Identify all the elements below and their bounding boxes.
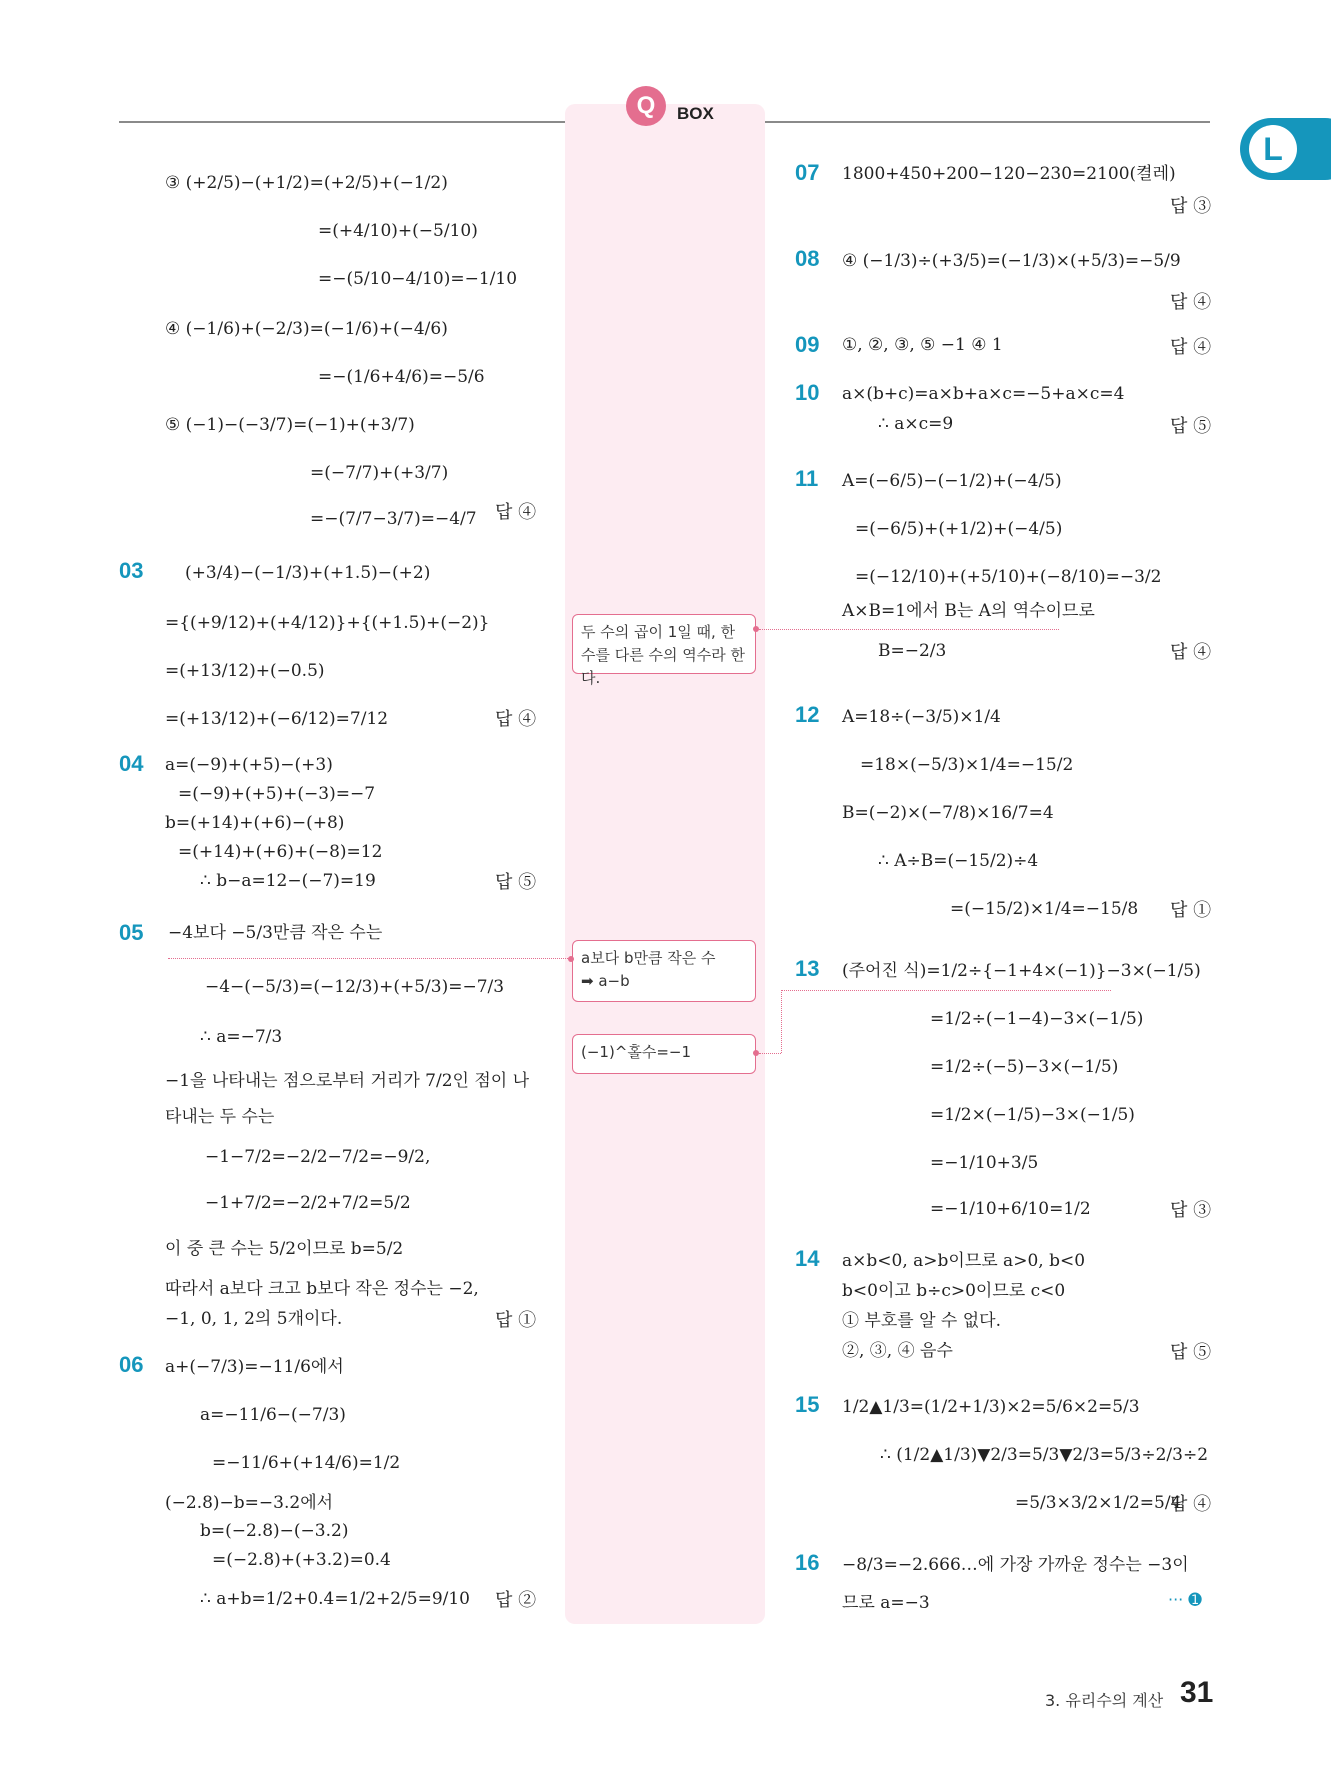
note-subtraction	[572, 940, 756, 1002]
solution-line: ∴ a+b=1/2+0.4=1/2+2/5=9/10	[200, 1589, 470, 1609]
answer-label: 답 ④	[1170, 1494, 1212, 1515]
solution-line: 타내는 두 수는	[165, 1107, 275, 1127]
problem-number: 11	[795, 466, 819, 491]
answer-label: 답 ③	[1170, 196, 1212, 217]
solution-line: A=18÷(−3/5)×1/4	[842, 707, 1001, 727]
solution-line: ∴ A÷B=(−15/2)÷4	[878, 851, 1039, 871]
continue-marker: ··· ➊	[1168, 1590, 1202, 1609]
page-number: 31	[1180, 1676, 1214, 1709]
problem-number: 03	[119, 558, 144, 583]
solution-line: ④ (−1/6)+(−2/3)=(−1/6)+(−4/6)	[165, 319, 448, 339]
solution-line: =(−6/5)+(+1/2)+(−4/5)	[855, 519, 1063, 539]
solution-line: (−2.8)−b=−3.2에서	[165, 1493, 334, 1513]
solution-line: A×B=1에서 B는 A의 역수이므로	[842, 601, 1095, 621]
solution-line: −1+7/2=−2/2+7/2=5/2	[205, 1193, 411, 1213]
solution-line: =18×(−5/3)×1/4=−15/2	[860, 755, 1074, 775]
solution-line: =(+13/12)+(−0.5)	[165, 661, 325, 681]
solution-line: −1을 나타내는 점으로부터 거리가 7/2인 점이 나	[165, 1071, 530, 1091]
solution-line: B=−2/3	[878, 641, 947, 661]
solution-line: a=(−9)+(+5)−(+3)	[165, 755, 333, 775]
problem-number: 07	[795, 160, 820, 185]
header-rule-left	[119, 121, 565, 123]
note-text: ➡ a−b	[581, 972, 630, 990]
problem-number: 08	[795, 246, 820, 271]
solution-line: (+3/4)−(−1/3)+(+1.5)−(+2)	[185, 563, 431, 583]
problem-number: 16	[795, 1550, 820, 1575]
solution-line: =1/2÷(−5)−3×(−1/5)	[930, 1057, 1119, 1077]
solution-line: ∴ a×c=9	[878, 414, 954, 434]
answer-label: 답 ⑤	[495, 872, 537, 893]
solution-line: ②, ③, ④ 음수	[842, 1341, 953, 1361]
solution-line: b=(+14)+(+6)−(+8)	[165, 813, 345, 833]
solution-line: −4−(−5/3)=(−12/3)+(+5/3)=−7/3	[205, 977, 505, 997]
solution-line: ③ (+2/5)−(+1/2)=(+2/5)+(−1/2)	[165, 173, 448, 193]
answer-label: 답 ①	[495, 1310, 537, 1331]
answer-label: 답 ④	[1170, 292, 1212, 313]
solution-line: =1/2×(−1/5)−3×(−1/5)	[930, 1105, 1135, 1125]
answer-label: 답 ⑤	[1170, 416, 1212, 437]
q-box-icon: Q	[626, 86, 666, 126]
answer-label: 답 ④	[1170, 642, 1212, 663]
solution-line: B=(−2)×(−7/8)×16/7=4	[842, 803, 1054, 823]
problem-number: 10	[795, 380, 820, 405]
solution-line: ⑤ (−1)−(−3/7)=(−1)+(+3/7)	[165, 415, 415, 435]
leader-line	[168, 958, 568, 959]
problem-number: 06	[119, 1352, 144, 1377]
header-rule-right	[765, 121, 1210, 123]
answer-label: 답 ④	[1170, 337, 1212, 358]
answer-label: 답 ⑤	[1170, 1342, 1212, 1363]
solution-line: =(+4/10)+(−5/10)	[318, 221, 478, 241]
solution-line: ∴ b−a=12−(−7)=19	[200, 871, 376, 891]
solution-line: =−(1/6+4/6)=−5/6	[318, 367, 485, 387]
solution-line: 이 중 큰 수는 5/2이므로 b=5/2	[165, 1239, 404, 1259]
solution-line: −4보다 −5/3만큼 작은 수는	[168, 923, 383, 943]
answer-label: 답 ①	[1170, 900, 1212, 921]
solution-line: ④ (−1/3)÷(+3/5)=(−1/3)×(+5/3)=−5/9	[842, 251, 1181, 271]
note-text: 두 수의 곱이 1일 때, 한 수를 다른 수의 역수라 한다.	[581, 623, 745, 687]
solution-line: =(−9)+(+5)+(−3)=−7	[178, 784, 376, 804]
problem-number: 12	[795, 702, 820, 727]
solution-line: =−(5/10−4/10)=−1/10	[318, 269, 518, 289]
solution-line: =(−12/10)+(+5/10)+(−8/10)=−3/2	[855, 567, 1162, 587]
answer-label: 답 ④	[495, 502, 537, 523]
problem-number: 05	[119, 920, 144, 945]
footer-chapter: 3. 유리수의 계산	[1045, 1691, 1164, 1710]
problem-number: 14	[795, 1246, 820, 1271]
solution-line: a=−11/6−(−7/3)	[200, 1405, 346, 1425]
answer-label: 답 ③	[1170, 1200, 1212, 1221]
solution-line: A=(−6/5)−(−1/2)+(−4/5)	[842, 471, 1062, 491]
solution-line: =(−2.8)+(+3.2)=0.4	[212, 1550, 391, 1570]
solution-line: −1, 0, 1, 2의 5개이다.	[165, 1309, 343, 1329]
solution-line: b<0이고 b÷c>0이므로 c<0	[842, 1281, 1066, 1301]
answer-label: 답 ④	[495, 709, 537, 730]
solution-line: a×(b+c)=a×b+a×c=−5+a×c=4	[842, 384, 1125, 404]
solution-line: =−1/10+3/5	[930, 1153, 1039, 1173]
problem-number: 04	[119, 751, 144, 776]
solution-line: ①, ②, ③, ⑤ −1 ④ 1	[842, 335, 1003, 355]
note-odd-power	[572, 1034, 756, 1074]
leader-line	[781, 990, 782, 1053]
solution-line: =(−7/7)+(+3/7)	[310, 463, 449, 483]
leader-dot	[568, 956, 574, 962]
problem-number: 13	[795, 956, 820, 981]
solution-line: 따라서 a보다 크고 b보다 작은 정수는 −2,	[165, 1279, 479, 1299]
solution-line: b=(−2.8)−(−3.2)	[200, 1521, 349, 1541]
leader-line	[759, 1053, 781, 1054]
section-badge-letter: L	[1249, 125, 1297, 173]
solution-line: =5/3×3/2×1/2=5/4	[1015, 1493, 1182, 1513]
q-box-column	[565, 104, 765, 1624]
solution-line: =−1/10+6/10=1/2	[930, 1199, 1091, 1219]
solution-line: =(−15/2)×1/4=−15/8	[950, 899, 1139, 919]
solution-line: =1/2÷(−1−4)−3×(−1/5)	[930, 1009, 1144, 1029]
solution-line: ① 부호를 알 수 없다.	[842, 1311, 1001, 1331]
solution-line: −1−7/2=−2/2−7/2=−9/2,	[205, 1147, 431, 1167]
leader-line	[759, 629, 1059, 630]
note-text: a보다 b만큼 작은 수	[581, 949, 716, 967]
answer-label: 답 ②	[495, 1590, 537, 1611]
section-badge	[1240, 118, 1331, 180]
solution-line: ∴ a=−7/3	[200, 1027, 283, 1047]
solution-line: =(+14)+(+6)+(−8)=12	[178, 842, 383, 862]
note-reciprocal	[572, 614, 756, 687]
solution-line: a+(−7/3)=−11/6에서	[165, 1357, 344, 1377]
problem-number: 15	[795, 1392, 820, 1417]
problem-number: 09	[795, 332, 820, 357]
note-text: (−1)^홀수=−1	[581, 1043, 692, 1061]
solution-line: ={(+9/12)+(+4/12)}+{(+1.5)+(−2)}	[165, 613, 490, 633]
solution-line: =−11/6+(+14/6)=1/2	[212, 1453, 401, 1473]
solution-line: a×b<0, a>b이므로 a>0, b<0	[842, 1251, 1086, 1271]
solution-line: 1800+450+200−120−230=2100(켤레)	[842, 164, 1176, 184]
solution-line: ∴ (1/2▲1/3)▼2/3=5/3▼2/3=5/3÷2/3÷2	[880, 1445, 1209, 1465]
solution-line: 므로 a=−3	[842, 1593, 930, 1613]
solution-line: =(+13/12)+(−6/12)=7/12	[165, 709, 389, 729]
leader-line	[781, 990, 1111, 991]
solution-line: =−(7/7−3/7)=−4/7	[310, 509, 477, 529]
solution-line: (주어진 식)=1/2÷{−1+4×(−1)}−3×(−1/5)	[842, 961, 1201, 981]
solution-line: 1/2▲1/3=(1/2+1/3)×2=5/6×2=5/3	[842, 1397, 1140, 1417]
q-box-label: BOX	[677, 104, 714, 123]
solution-line: −8/3=−2.666…에 가장 가까운 정수는 −3이	[842, 1555, 1189, 1575]
